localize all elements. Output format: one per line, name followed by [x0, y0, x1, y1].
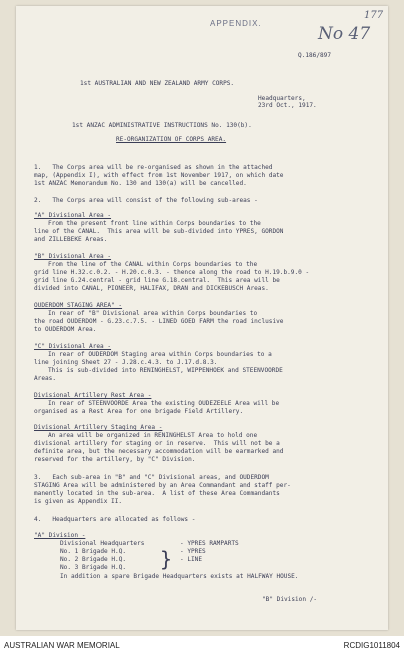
order-title: 1st ANZAC ADMINISTRATIVE INSTRUCTIONS No. 130(b). [72, 122, 252, 129]
c-div-line: In rear of OUDERDOM Staging area within Corps boundaries to a [48, 351, 272, 358]
hq-row-unit: No. 3 Brigade H.Q. [60, 564, 127, 571]
para-3-line: is given as Appendix II. [34, 498, 123, 505]
ouderdom-line: to OUDERDOM Area. [34, 326, 97, 333]
hq-brace: } [160, 547, 173, 571]
para-4: 4. Headquarters are allocated as follows - [34, 516, 196, 523]
para-1-line: map, (Appendix I), with effect from 1st November 1917, on which date [34, 172, 284, 179]
artillery-staging-line: divisional artillery for staging or in reserve. This will not be a [34, 440, 280, 447]
a-div-line: line of the CANAL. This area will be sub-divided into YPRES, GORDON [34, 228, 284, 235]
continuation-marker: "B" Division /- [262, 596, 318, 603]
b-div-line: From the line of the CANAL within Corps boundaries to the [48, 261, 258, 268]
artillery-staging-line: An area will be organized in RENINGHELST Area to hold one [48, 432, 258, 439]
artillery-staging-line: definite area, but the necessary accommodation will be earmarked and [34, 448, 284, 455]
para-2: 2. The Corps area will consist of the following sub-areas - [34, 197, 258, 204]
a-div-heading: "A" Divisional Area - [34, 212, 112, 219]
ouderdom-heading: OUDERDOM STAGING AREA" - [34, 302, 123, 309]
para-1-line: 1st ANZAC Memorandum No. 130 and 130(a) will be cancelled. [34, 180, 247, 187]
archive-footer [0, 636, 404, 654]
footer-source: AUSTRALIAN WAR MEMORIAL [4, 641, 120, 650]
a-div-line: and ZILLEBEKE Areas. [34, 236, 108, 243]
c-div-line: This is sub-divided into RENINGHELST, WIPPENHOEK and STEENVOORDE [48, 367, 283, 374]
c-div-heading: "C" Divisional Area - [34, 343, 112, 350]
ouderdom-line: the road OUDERDOM - G.23.c.7.5. - LINED GOED FARM the road inclusive [34, 318, 284, 325]
addition-line: In addition a spare Brigade Headquarters exists at HALFWAY HOUSE. [60, 573, 299, 580]
b-div-line: divided into CANAL, PIONEER, HALIFAX, DRAN and DICKEBUSCH Areas. [34, 285, 269, 292]
c-div-line: line joining Sheet 27 - J.28.c.4.3. to J.17.d.8.3. [34, 359, 218, 366]
artillery-rest-line: organised as a Rest Area for one brigade Field Artillery. [34, 408, 244, 415]
footer-id: RCDIG1011804 [343, 641, 400, 650]
corps-title: 1st AUSTRALIAN AND NEW ZEALAND ARMY CORPS. [80, 80, 235, 87]
hq-line-1: Headquarters, [258, 95, 306, 102]
b-div-line: grid line H.32.c.0.2. - H.20.c.0.3. - thence along the road to H.19.b.9.0 - [34, 269, 310, 276]
a-division-heading: "A" Division - [34, 532, 86, 539]
artillery-rest-line: In rear of STEENVOORDE Area the existing OUDEZEELE Area will be [48, 400, 280, 407]
hq-row-unit: No. 1 Brigade H.Q. [60, 548, 127, 555]
folio-number: 177 [364, 10, 384, 21]
artillery-staging-line: reserved for the artillery, by "C" Division. [34, 456, 196, 463]
a-div-line: From the present front line within Corps boundaries to the [48, 220, 261, 227]
document-number: No 47 [318, 24, 371, 44]
c-div-line: Areas. [34, 375, 57, 382]
hq-row-unit: No. 2 Brigade H.Q. [60, 556, 127, 563]
hq-row-loc: - LINE [180, 556, 203, 563]
hq-date: 23rd Oct., 1917. [258, 102, 317, 109]
para-3-line: STAGING Area will be administered by an Area Commandant and staff per- [34, 482, 291, 489]
artillery-staging-heading: Divisional Artillery Staging Area - [34, 424, 163, 431]
hq-row-loc: - YPRES [180, 548, 206, 555]
b-div-heading: "B" Divisional Area - [34, 253, 112, 260]
appendix-label: APPENDIX. [210, 19, 262, 28]
para-3-line: 3. Each sub-area in "B" and "C" Divisional areas, and OUDERDOM [34, 474, 269, 481]
b-div-line: grid line G.24.central - grid line G.18.central. This area will be [34, 277, 280, 284]
artillery-rest-heading: Divisional Artillery Rest Area - [34, 392, 152, 399]
reference-number: Q.186/897 [298, 52, 332, 59]
hq-row-unit: Divisional Headquarters [60, 540, 145, 547]
para-3-line: manently located in the sub-area. A list of these Area Commandants [34, 490, 280, 497]
subject-title: RE-ORGANIZATION OF CORPS AREA. [116, 136, 227, 143]
ouderdom-line: In rear of "B" Divisional area within Corps boundaries to [48, 310, 258, 317]
para-1-line: 1. The Corps area will be re-organised as shown in the attached [34, 164, 273, 171]
hq-row-loc: - YPRES RAMPARTS [180, 540, 239, 547]
